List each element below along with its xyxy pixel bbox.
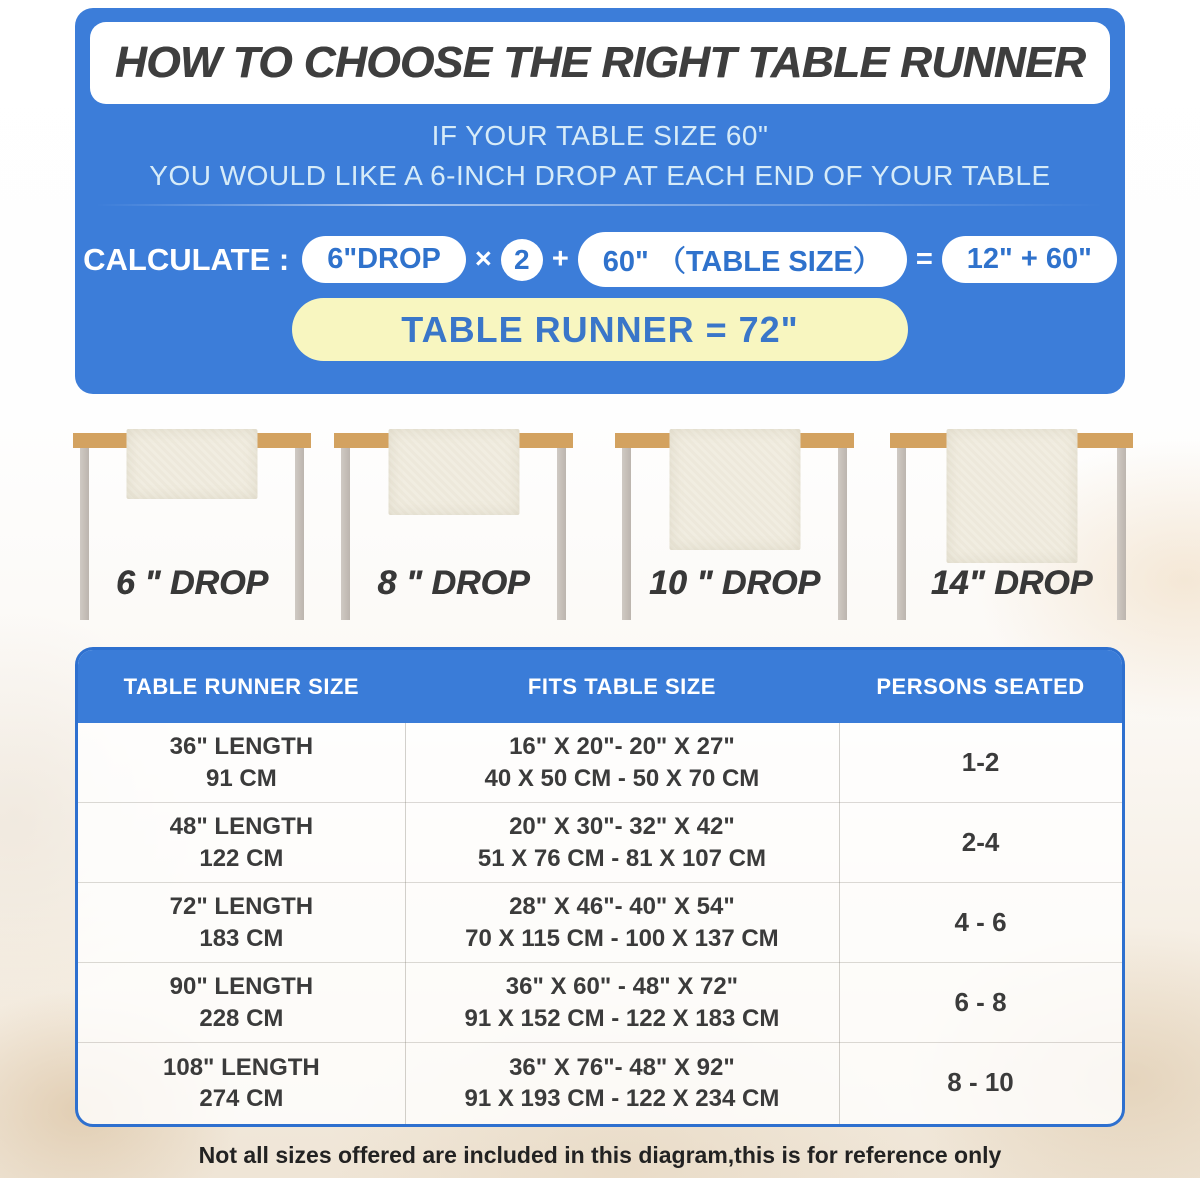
fits-size-cell: 36" X 60" - 48" X 72" 91 X 152 CM - 122 X 183 CM [464, 973, 780, 1032]
drop-pill: 6"DROP [302, 236, 466, 283]
persons-cell: 1-2 [961, 746, 1000, 777]
column-header-fits-table-size: FITS TABLE SIZE [527, 673, 716, 699]
table-runner-graphic [127, 429, 258, 499]
footer-note: Not all sizes offered are included in this diagram,this is for reference only [198, 1142, 1002, 1168]
column-header-runner-size: TABLE RUNNER SIZE [123, 673, 360, 699]
size-chart-body [78, 723, 1122, 1124]
table-row [78, 883, 1122, 963]
calculate-label: CALCULATE : [83, 241, 290, 277]
table-row [78, 803, 1122, 883]
table-illustration-10-drop [615, 396, 854, 646]
top-panel [75, 8, 1125, 394]
table-row [78, 1043, 1122, 1123]
size-chart-header [78, 650, 1122, 723]
page-title: HOW TO CHOOSE THE RIGHT TABLE RUNNER [114, 38, 1086, 87]
runner-size-cell: 90" LENGTH 228 CM [169, 973, 314, 1032]
drop-label: 14" DROP [930, 564, 1093, 602]
size-chart-panel [75, 647, 1125, 1127]
result-pill: 12" + 60" [942, 236, 1117, 283]
title-banner [90, 22, 1110, 104]
table-size-pill: 60" （TABLE SIZE） [578, 232, 907, 287]
drop-label: 10 " DROP [648, 564, 821, 602]
subtitle-line-2: YOU WOULD LIKE A 6-INCH DROP AT EACH END OF YOUR TABLE [149, 160, 1051, 191]
column-divider [839, 723, 840, 1124]
table-row [78, 963, 1122, 1043]
equals-sign: = [915, 243, 933, 275]
table-illustration-6-drop [73, 396, 311, 646]
table-row [78, 723, 1122, 803]
table-runner-graphic [669, 429, 800, 550]
drop-label: 6 " DROP [115, 564, 269, 602]
column-header-persons-seated: PERSONS SEATED [876, 673, 1085, 699]
persons-cell: 8 - 10 [947, 1067, 1014, 1098]
table-runner-graphic [388, 429, 519, 515]
result-banner: TABLE RUNNER = 72" [292, 298, 908, 361]
fits-size-cell: 16" X 20"- 20" X 27" 40 X 50 CM - 50 X 70 CM [484, 733, 760, 792]
drop-illustrations [0, 396, 1200, 646]
persons-cell: 6 - 8 [954, 986, 1007, 1017]
fits-size-cell: 28" X 46"- 40" X 54" 70 X 115 CM - 100 X 137 CM [465, 893, 779, 952]
runner-size-cell: 36" LENGTH 91 CM [169, 733, 314, 792]
fits-size-cell: 36" X 76"- 48" X 92" 91 X 193 CM - 122 X 234 CM [464, 1053, 780, 1112]
column-divider [405, 723, 406, 1124]
runner-size-cell: 108" LENGTH 274 CM [163, 1053, 320, 1112]
multiplier-badge: 2 [501, 239, 543, 281]
plus-sign: + [551, 243, 569, 275]
table-illustration-8-drop [334, 396, 573, 646]
persons-cell: 4 - 6 [954, 906, 1007, 937]
table-illustration-14-drop [890, 396, 1133, 646]
multiply-sign: × [474, 243, 492, 275]
drop-label: 8 " DROP [377, 564, 530, 602]
persons-cell: 2-4 [961, 826, 1000, 857]
table-runner-graphic [946, 429, 1077, 563]
divider-line [96, 204, 1104, 206]
subtitle-line-1: IF YOUR TABLE SIZE 60" [431, 120, 769, 151]
calculation-row [75, 232, 1125, 287]
runner-size-cell: 72" LENGTH 183 CM [169, 893, 314, 952]
runner-size-cell: 48" LENGTH 122 CM [169, 813, 314, 872]
fits-size-cell: 20" X 30"- 32" X 42" 51 X 76 CM - 81 X 107 CM [477, 813, 766, 872]
